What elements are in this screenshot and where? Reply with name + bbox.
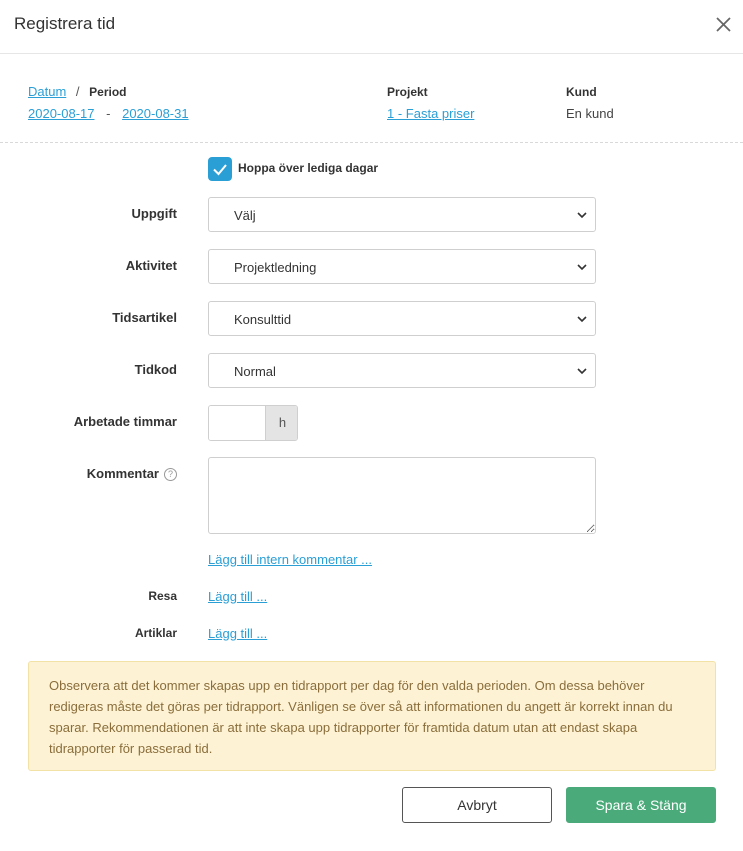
- kommentar-label-row: [87, 466, 177, 481]
- dialog-header: [0, 0, 743, 54]
- projekt-section: [387, 84, 475, 121]
- save-close-button[interactable]: Spara & Stäng: [566, 787, 716, 823]
- hours-unit: h: [265, 406, 298, 440]
- period-dates: [28, 106, 189, 121]
- tidsartikel-label: Tidsartikel: [112, 310, 177, 325]
- chevron-down-icon: [577, 211, 587, 219]
- aktivitet-value: Projektledning: [234, 260, 317, 275]
- section-divider: [0, 142, 743, 143]
- tidkod-value: Normal: [234, 364, 276, 379]
- tidsartikel-select[interactable]: [208, 301, 596, 336]
- artiklar-add-link[interactable]: Lägg till ...: [208, 626, 268, 641]
- kund-label: Kund: [566, 85, 597, 99]
- kommentar-textarea[interactable]: [208, 457, 596, 534]
- end-date-link[interactable]: 2020-08-31: [122, 106, 189, 121]
- kommentar-label: Kommentar: [86, 466, 159, 481]
- skip-days-label: Hoppa över lediga dagar: [238, 161, 379, 175]
- projekt-label: Projekt: [387, 85, 428, 99]
- tidkod-label: Tidkod: [134, 362, 177, 377]
- dialog-title: Registrera tid: [14, 14, 116, 33]
- chevron-down-icon: [577, 315, 587, 323]
- kund-section: [566, 84, 614, 121]
- warning-notice: Observera att det kommer skapas upp en tidrapport per dag för den valda perioden. Om dessa behöver redigeras måste det göras per tidrapport. Vänligen se över så att informationen du angett är korrekt innan du sparar. Rekommendationen är att inte skapa upp tidrapporter för framtida datum utan att endast skapa tidrapporter för passerad tid.: [28, 661, 716, 771]
- tidsartikel-value: Konsulttid: [234, 312, 292, 327]
- help-icon[interactable]: ?: [164, 468, 177, 481]
- tidkod-select[interactable]: [208, 353, 596, 388]
- chevron-down-icon: [577, 367, 587, 375]
- resa-add-link[interactable]: Lägg till ...: [208, 589, 268, 604]
- uppgift-select[interactable]: [208, 197, 596, 232]
- datum-link[interactable]: Datum: [28, 84, 67, 99]
- start-date-link[interactable]: 2020-08-17: [28, 106, 95, 121]
- add-internal-comment-link[interactable]: Lägg till intern kommentar ...: [208, 552, 373, 567]
- projekt-link[interactable]: 1 - Fasta priser: [387, 106, 475, 121]
- period-label: Period: [89, 85, 127, 99]
- resa-label: Resa: [148, 589, 177, 603]
- aktivitet-select[interactable]: [208, 249, 596, 284]
- artiklar-label: Artiklar: [134, 626, 177, 640]
- kund-value: En kund: [566, 106, 614, 121]
- uppgift-value: Välj: [234, 208, 256, 223]
- uppgift-label: Uppgift: [131, 206, 177, 221]
- hours-field: [208, 405, 298, 441]
- period-section: [28, 84, 189, 121]
- date-dash: -: [106, 106, 111, 121]
- aktivitet-label: Aktivitet: [125, 258, 177, 273]
- breadcrumb-separator: /: [75, 84, 80, 99]
- close-icon[interactable]: [713, 14, 735, 36]
- check-icon: [208, 157, 232, 181]
- skip-days-checkbox[interactable]: [208, 157, 232, 181]
- chevron-down-icon: [577, 263, 587, 271]
- cancel-button[interactable]: Avbryt: [402, 787, 552, 823]
- hours-label: Arbetade timmar: [73, 414, 177, 429]
- hours-input[interactable]: [209, 406, 265, 440]
